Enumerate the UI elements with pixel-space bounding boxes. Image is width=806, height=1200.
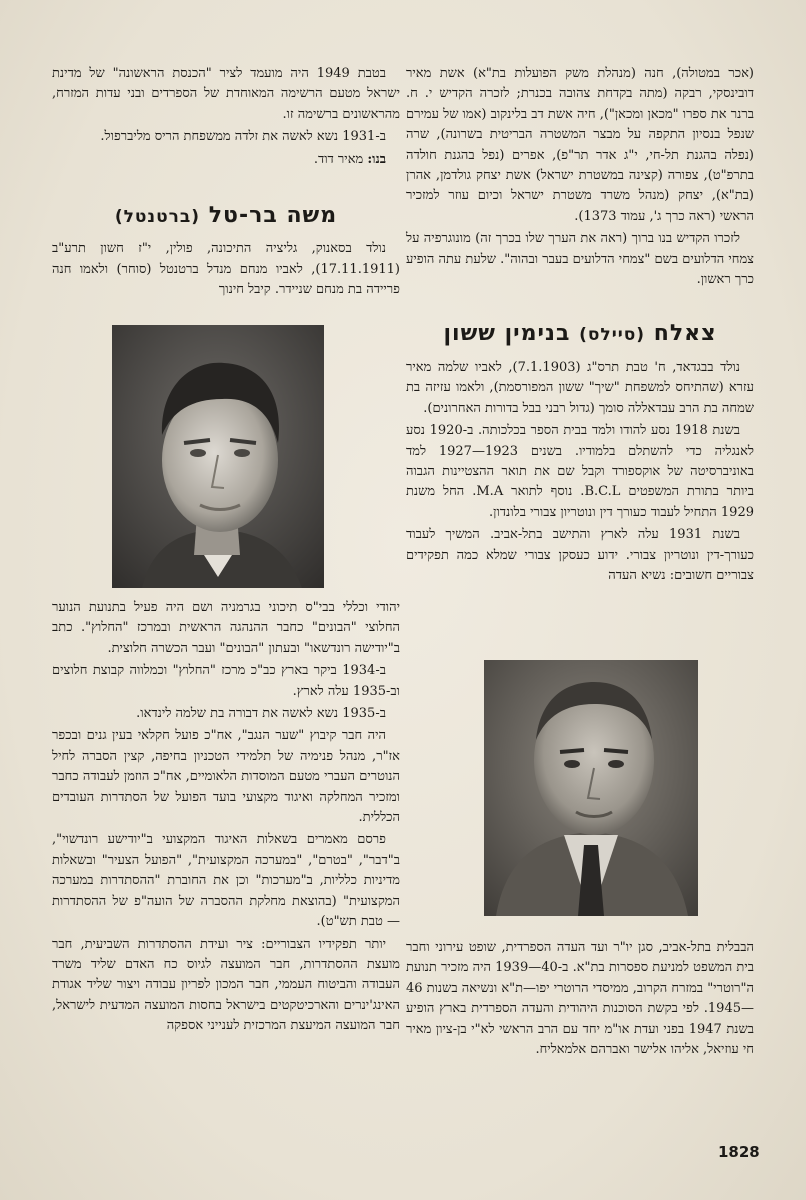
portrait-image (484, 660, 698, 916)
right-column (406, 64, 754, 588)
paragraph: בשנת 1931 עלה לארץ והתישב בתל-אביב. המשיך לעבוד כעורך-דין ונוטריון צבורי. ידוע כעסקן צבורי שמלא כמה תפקידים צבוריים חשובים: נשיא העדה (406, 527, 754, 583)
page-number: 1828 (718, 1143, 760, 1161)
paragraph: ב-1931 נשא לאשה את זלדה ממשפחת הריס מליברפול. (100, 129, 386, 145)
paragraph: (אכר במטולה), חנה (מנהלת משק הפועלות בת"א) אשת מאיר דובינסקי, רבקה (מתה בקדחת צהובה בכנרת; לזכרה הקדיש י. ח. ברנר את ספרו "מכאן ומכאן"), חיה אשת דב בלינקוב (אמו של עמירם שנפל בנסיון התקפה על מבצר המשטרה הבריטית בשרונה), שרה (נפלה בהגנת תל-חי, י"ג אדר תר"פ), אפרים (נפל בהגנת חולדה בתרפ"ט), צפורה (קצינה במשטרת ישראל) אשת יצחק גולדמן, אהרן (בת"א), יצחק (מנהל משרד משטרת ישראל וכיום עוזר למזכיר הראשי (ראה כרך ג', עמוד 1373). (406, 66, 754, 224)
heading-name: משה בר-טל (208, 203, 338, 229)
heading-surname: צאלח (653, 321, 717, 347)
heading-alt-name: (ברטנטל) (114, 207, 201, 228)
right-column-continuation (406, 938, 754, 1062)
paragraph: ב-1934 ביקר בארץ כב"כ מרכז "החלוץ" וכמלווה קבוצת חלוצים וב-1935 עלה לארץ. (52, 663, 400, 699)
portrait-photo-bartal (112, 325, 324, 588)
son-label: בנו: (367, 151, 386, 167)
bio-heading-bartal (52, 203, 400, 229)
paragraph: הבבלית בתל-אביב, סגן יו"ר ועד העדה הספרדית, שופט עירוני וחבר בית המשפט למניעת ספסרות בת"א. ב-40—1939 היה מזכיר תנועת ה"רוטרי" במזרח הקרוב, ממיסדי הרוטרי יפו—ת"א ונשיאה בשנות 46—1945. לפי בקשת הסוכנות היהודית והעדה הספרדית בארץ הופיע בשנת 1947 בפני ועדת או"מ יחד עם הרב הראשי לא"י בן-ציון מאיר חי עוזיאל, אליהו אלישר ואברהם אלמאליח. (406, 940, 754, 1058)
left-column (52, 64, 400, 303)
paragraph: לזכרו הקדיש בנו ברוך (ראה את הערך שלו בכרך זה) מונוגרפיה על צמחי הדלועים בשם "צמחי הדלועים בעבר ובהוה". שלעת עתה הופיע כרך ראשון. (406, 231, 754, 288)
portrait-photo-salah (484, 660, 698, 916)
paragraph: יהודי וכללי בבי"ס תיכוני בגרמניה ושם היה פעיל בתנועת הנוער החלוצי "הבונים" כחבר ההנהגה הראשית ובמרכז "החלוץ". כתב ב"יודישה רונדשאו" ובעתון "הבונים" ועבר הכשרה חלוצית. (52, 600, 400, 656)
paragraph: פרסם מאמרים בשאלות האיגוד המקצועי ב"יודישע רונדשוי", ב"דבר", "בטרם", "במערכה המקצועית", "הפועל הצעיר" ובשאלות מדיניות כלליות, ב"מערכות" וכן את החוברת "ההסתדרות במערכה המקצועית" (בהוצאת מחלקת ההסברה של הועה"פ של ההסתדרות — טבת תש"ט). (52, 832, 400, 930)
bio-heading-salah (406, 321, 754, 347)
son-line (52, 150, 400, 170)
portrait-image (112, 325, 324, 588)
son-value: מאיר דוד. (313, 151, 364, 167)
paragraph: נולד בבגדאד, ח' טבת תרס"ג (7.1.1903), לאביו שלמה מאיר עזרא (שהתיחס למשפחת "שיך" ששון המפורסמת), ולאמו עזיזה בת שמחה בת הרב עבדאללה סומך (גדול רבני בבל בדורות האחרונים). (406, 359, 754, 416)
paragraph: ב-1935 נשא לאשה את דבורה בת שלמה לינדאו. (136, 706, 386, 722)
paragraph: נולד בסאנוק, גליציה התיכונה, פולין, י"ז חשון תרע"ב (17.11.1911), לאביו מנחם מנדל ברטנטל (סוחר) ולאמו חנה פריידה בת מנחם שניידר. קיבל חינוך (52, 241, 400, 298)
heading-alt-name: (סיילס) (579, 325, 646, 346)
paragraph: בטבת 1949 היה מועמד לציר "הכנסת הראשונה" של מדינת ישראל מטעם הרשימה המאוחדת של הספרדים ובני עדות המזרח, מהראשונים ברשימה זו. (52, 66, 400, 122)
paragraph: היה חבר קיבוץ "שער הנגב", אח"כ פועל חקלאי בעין גנים ובכפר אז"ר, מנהל פנימיה של תלמידי הטכניון בחיפה, קצין הסברה לחיל הנוטרים העברי מטעם המוסדות הלאומיים, אח"כ הוזמן לעבודה כחבר ומזכיר המחלקה ואיגוד מקצועי בועד הפועל של הסתדרות העובדים הכללית. (52, 728, 400, 826)
left-column-continuation (52, 598, 400, 1039)
heading-given-name: בנימין ששון (443, 321, 571, 347)
paragraph: יותר תפקידיו הצבוריים: ציר ועידת ההסתדרות השביעית, חבר מועצת ההסתדרות, חבר המועצה לגיוס כח האדם שליד משרד העבודה והביטוח העממי, חבר המכון לפריון עבודה ויצור שליד אגודת האינג'ינרים והארכיטקטים בישראל בחסות המועצה המדעית לישראל, חבר המועצה המיעצת המרכזית לענייני אספקה (52, 936, 400, 1034)
paragraph: בשנת 1918 נסע להודו ולמד בבית הספר בכלכותה. ב-1920 נסע לאנגליה כדי להשתלם בלמודיו. בשנים 1923—1927 למד באוניברסיטה של אוקספורד וקבל שם את תואר ההצטיינות הגבוה ביותר בתורת המשפטים B.C.L. נוסף לתואר M.A. החל משנת 1929 התחיל לעבוד כעורך דין ונוטריון צבורי בלונדון. (406, 423, 754, 520)
